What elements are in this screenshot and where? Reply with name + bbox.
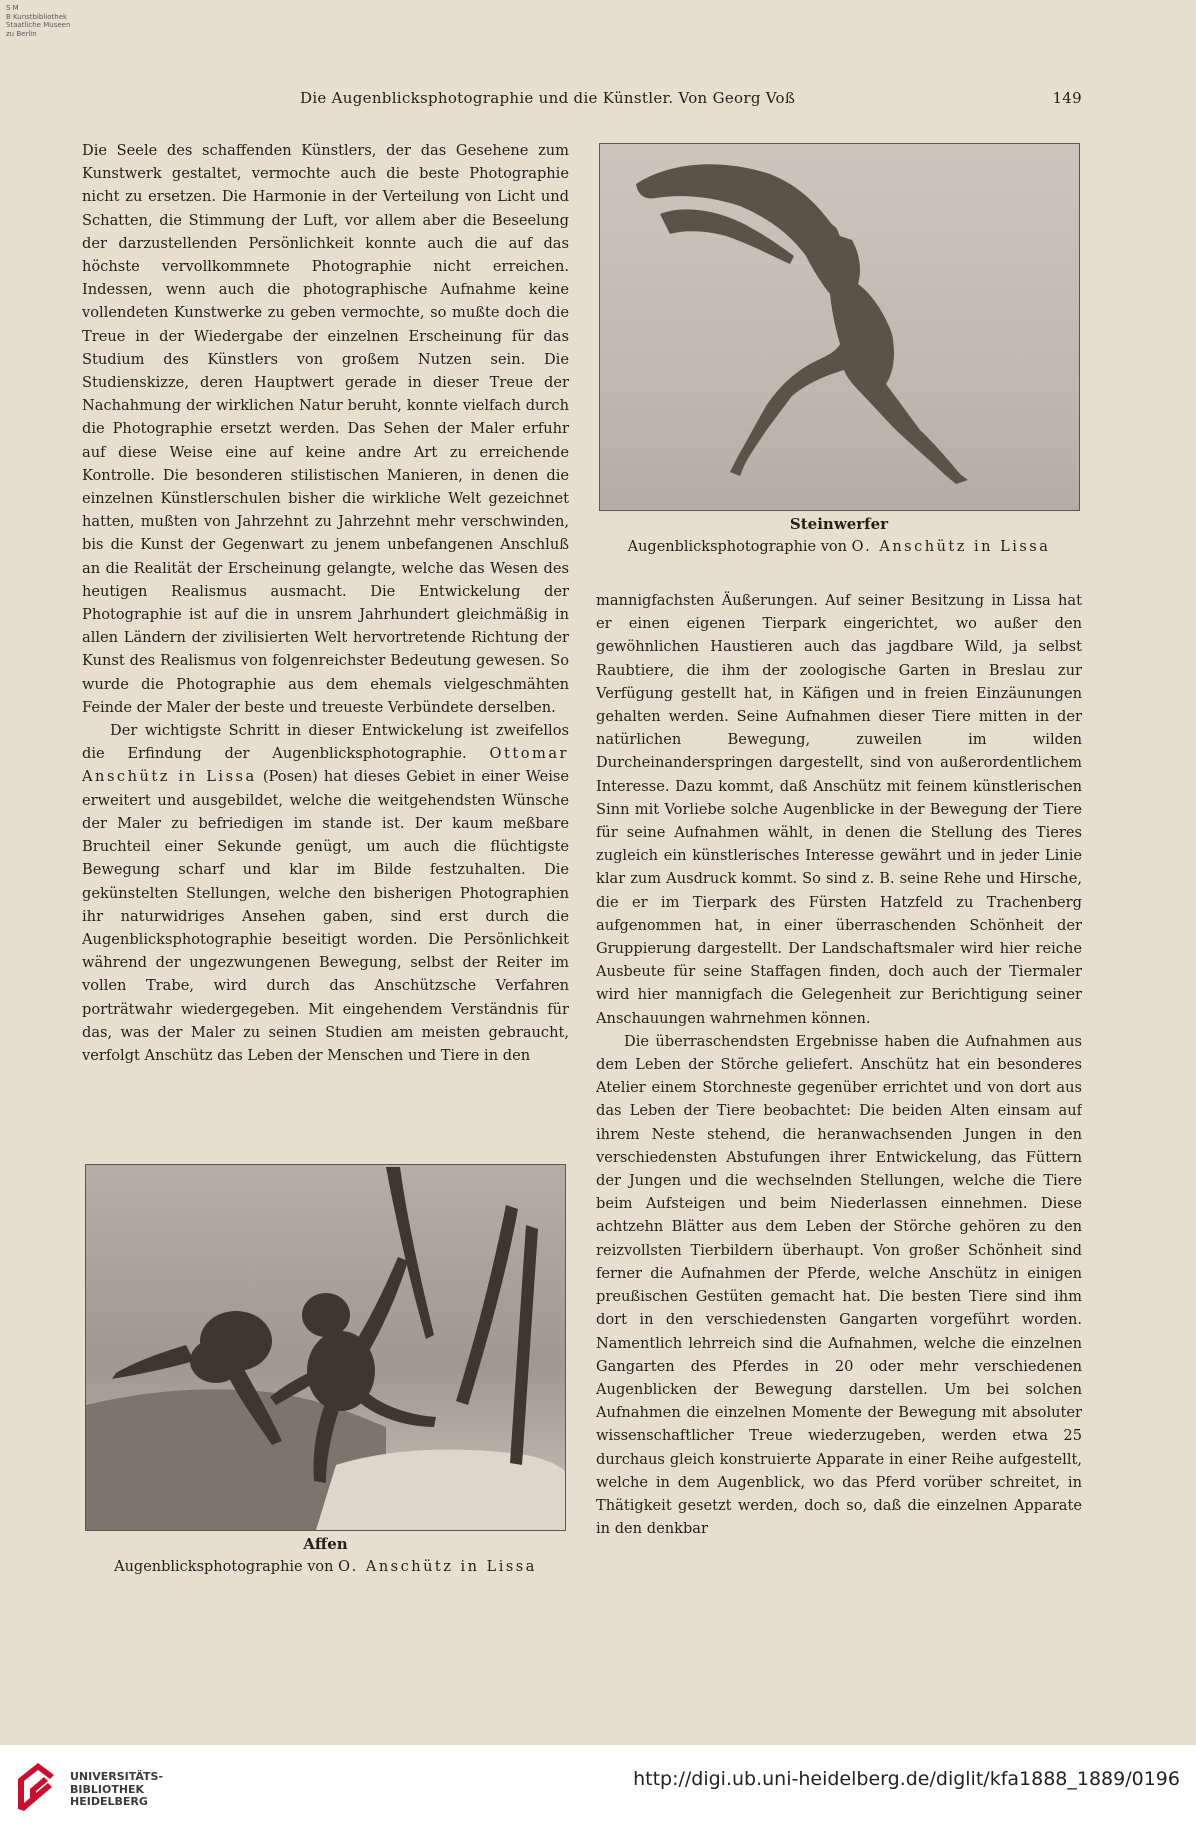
caption-credit — [596, 536, 1082, 559]
person-name: Ottomar Anschütz in Lissa — [82, 745, 569, 786]
caption-credit-name: O. Anschütz in Lissa — [338, 1559, 537, 1575]
caption-credit-prefix: Augenblicksphotographie von — [627, 539, 847, 555]
paragraph-text: Der wichtigste Schritt in dieser Entwickelung ist zweifellos die Erfindung der Augenblicksphotographie. — [82, 722, 569, 763]
running-title: Die Augenblicksphotographie und die Künstler. Von Georg Voß — [300, 89, 796, 107]
page-number: 149 — [1052, 89, 1082, 107]
stamp-line: Staatliche Museen — [6, 21, 71, 29]
library-name — [70, 1771, 163, 1809]
caption-stone-thrower — [596, 513, 1082, 559]
paragraph: mannigfachsten Äußerungen. Auf seiner Besitzung in Lissa hat er einen eigenen Tierpark eingerichtet, wo außer den gewöhnlichen Haustieren auch das jagdbare Wild, ja selbst Raubtiere, die ihm der zoologische Garten in Breslau zur Verfügung gestellt hat, in Käfigen und in freien Einzäunungen gehalten werden. Seine Aufnahmen dieser Tiere mitten in der natürlichen Bewegung, zuweilen im wilden Durcheinanderspringen dargestellt, sind von außerordentlichem Interesse. Dazu kommt, daß Anschütz mit feinem künstlerischen Sinn mit Vorliebe solche Augenblicke in der Bewegung der Tiere für seine Aufnahmen wählt, in denen die Stellung des Tieres zugleich ein künstlerisches Interesse gewährt und in jeder Linie klar zum Ausdruck kommt. So sind z. B. seine Rehe und Hirsche, die er im Tierpark des Fürsten Hatzfeld zu Trachenberg aufgenommen hat, in einer überraschenden Schönheit der Gruppierung dargestellt. Der Landschaftsmaler wird hier reiche Ausbeute für seine Staffagen finden, doch auch der Tiermaler wird hier mannigfach die Gelegenheit zur Berichtigung seiner Anschauungen wahrnehmen können. — [596, 592, 1082, 1027]
library-name-line: HEIDELBERG — [70, 1795, 148, 1808]
paragraph: Die überraschendsten Ergebnisse haben die Aufnahmen aus dem Leben der Störche geliefert. Anschütz hat ein besonderes Atelier einem Storchneste gegenüber errichtet und von dort aus das Leben der Tiere beobachtet: Die beiden Alten einsam auf ihrem Neste stehend, die heranwachsenden Jungen in den verschiedensten Abstufungen ihrer Entwickelung, das Füttern der Jungen und die wechselnden Stellungen, welche die Tiere beim Aufsteigen und beim Niederlassen einnehmen. Diese achtzehn Blätter aus dem Leben der Störche gehören zu den reizvollsten Tierbildern überhaupt. Von großer Schönheit sind ferner die Aufnahmen der Pferde, welche Anschütz in einigen preußischen Gestüten gemacht hat. Die besten Tiere sind ihm dort in den verschiedensten Gangarten vorgeführt worden. Namentlich lehrreich sind die Aufnahmen, welche die einzelnen Gangarten des Pferdes in 20 oder mehr verschiedenen Augenblicken der Bewegung darstellen. Um bei solchen Aufnahmen die einzelnen Momente der Bewegung mit absoluter wissenschaftlicher Treue wiederzugeben, werden etwa 25 durchaus gleich konstruierte Apparate in einer Reihe aufgestellt, welche in dem Augenblick, wo das Pferd vorüber schreitet, in Thätigkeit gesetzt werden, doch so, daß die einzelnen Apparate in den denkbar — [596, 1032, 1082, 1538]
viewer-footer — [0, 1745, 1196, 1831]
right-column — [596, 589, 1082, 1589]
caption-credit — [82, 1556, 569, 1579]
caption-title: Steinwerfer — [789, 515, 889, 533]
stone-thrower-figure — [600, 144, 1079, 510]
stamp-line: S M — [6, 4, 19, 12]
permalink-url[interactable]: http://digi.ub.uni-heidelberg.de/diglit/kfa1888_1889/0196 — [633, 1768, 1180, 1790]
library-name-line: BIBLIOTHEK — [70, 1782, 145, 1796]
stamp-line: zu Berlin — [6, 29, 37, 38]
caption-credit-prefix: Augenblicksphotographie von — [114, 1559, 334, 1575]
paragraph: Die Seele des schaffenden Künstlers, der das Gesehene zum Kunstwerk gestaltet, vermochte auch die beste Photographie nicht zu ersetzen. Die Harmonie in der Verteilung von Licht und Schatten, die Stimmung der Luft, vor allem aber die Beseelung der darzustellenden Persönlichkeit konnte auch die auf das höchste vervollkommnete Photographie nicht erreichen. Indessen, wenn auch die photographische Aufnahme keine vollendeten Kunstwerke zu geben vermochte, so mußte doch die Treue in der Wiedergabe der einzelnen Erscheinung für das Studium des Künstlers von großem Nutzen sein. Die Studienskizze, deren Hauptwert gerade in dieser Treue der Nachahmung der wirklichen Natur beruht, konnte vielfach durch die Photographie ersetzt werden. Das Sehen der Maler erfuhr auf diese Weise eine auf keine andre Art zu erreichende Kontrolle. Die besonderen stilistischen Manieren, in denen die einzelnen Künstlerschulen bisher die wirkliche Welt gezeichnet hatten, mußten von Jahrzehnt zu Jahrzehnt mehr verschwinden, bis die Kunst der Gegenwart zu jenem unbefangenen Anschluß an die Realität der Erscheinung gelangte, welche das Wesen des heutigen Realismus ausmacht. Die Entwickelung der Photographie ist auf die in unsrem Jahrhundert gleichmäßig in allen Ländern der zivilisierten Welt hervortretende Richtung der Kunst des Realismus von folgenreichster Bedeutung gewesen. So wurde die Photographie aus dem ehemals vielgeschmähten Feinde der Maler der beste und treueste Verbündete derselben. — [82, 142, 569, 716]
paragraph — [82, 719, 569, 1067]
photo-stone-thrower — [599, 143, 1080, 511]
caption-credit-name: O. Anschütz in Lissa — [851, 539, 1051, 555]
library-stamp — [6, 4, 96, 38]
paragraph-text: (Posen) hat dieses Gebiet in einer Weise erweitert und ausgebildet, welche die weitgehendsten Wünsche der Maler zu befriedigen im stande ist. Der kaum meßbare Bruchteil einer Sekunde genügt, um auch die flüchtigste Bewegung scharf und klar im Bilde festzuhalten. Die gekünstelten Stellungen, welche den bisherigen Photographien ihr naturwidriges Ansehen gaben, sind erst durch die Augenblicksphotographie beseitigt worden. Die Persönlichkeit während der ungezwungenen Bewegung, selbst der Reiter im vollen Trabe, wird durch das Anschützsche Verfahren porträtwahr wiedergegeben. Mit eingehendem Verständnis für das, was der Maler zu seinen Studien am meisten gebraucht, verfolgt Anschütz das Leben der Menschen und Tiere in den — [82, 768, 569, 1064]
caption-title: Affen — [303, 1535, 348, 1553]
stamp-line: B Kunstbibliothek — [6, 12, 68, 21]
apes-figure — [86, 1165, 565, 1530]
caption-apes — [82, 1533, 569, 1579]
left-column — [82, 139, 569, 1141]
heidelberg-library-logo-icon — [14, 1759, 58, 1815]
running-header — [82, 89, 1082, 115]
photo-apes — [85, 1164, 566, 1531]
library-name-line: UNIVERSITÄTS- — [70, 1770, 164, 1783]
